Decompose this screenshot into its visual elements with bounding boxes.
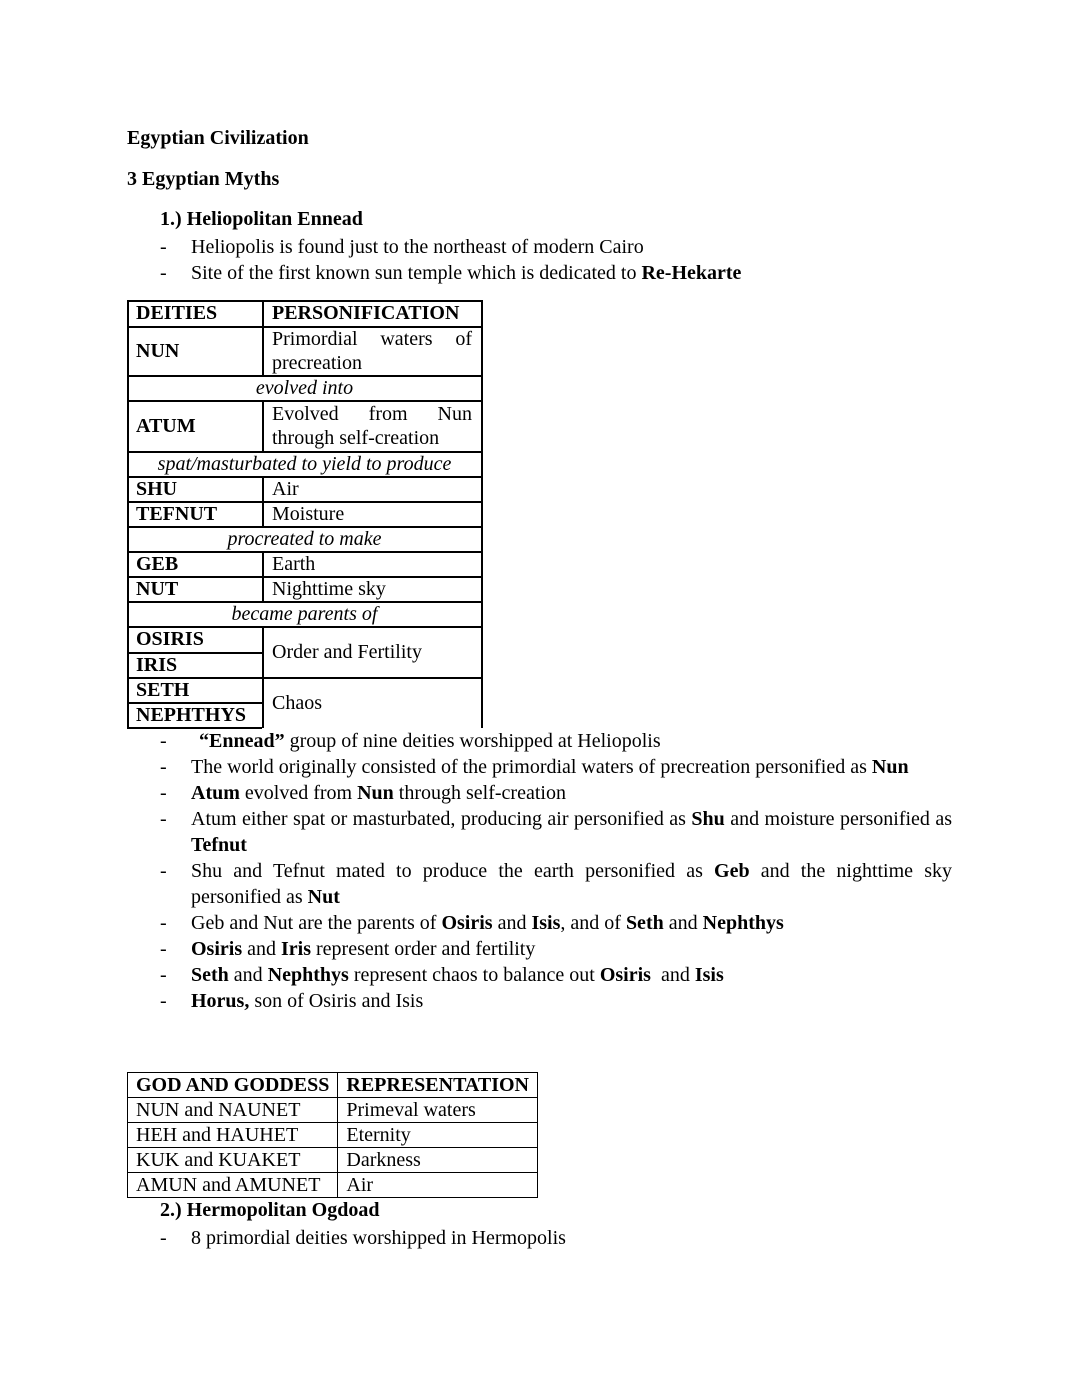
- list-item: - Heliopolis is found just to the northeast of modern Cairo: [160, 236, 644, 258]
- ennead-notes: [160, 728, 952, 1014]
- list-item: - Osiris and Iris represent order and fertility: [160, 938, 536, 960]
- deity-osiris: OSIRIS: [136, 628, 204, 650]
- list-item: - Shu and Tefnut mated to produce the earth personified as Geb and the nighttime sky personified as Nut: [160, 860, 952, 908]
- header-representation: REPRESENTATION: [338, 1073, 538, 1098]
- deity-geb: GEB: [136, 553, 179, 575]
- deity-iris: IRIS: [136, 654, 178, 676]
- tefnut-value: Moisture: [272, 503, 345, 525]
- table-header-row: [128, 1073, 538, 1098]
- header-god-goddess: GOD AND GODDESS: [128, 1073, 338, 1098]
- geb-value: Earth: [272, 553, 316, 575]
- table-row: KUK and KUAKET Darkness: [128, 1148, 538, 1173]
- list-item: - Horus, son of Osiris and Isis: [160, 990, 424, 1012]
- link-became-parents: became parents of: [231, 603, 378, 625]
- link-evolved-into: evolved into: [255, 377, 354, 399]
- section1-heading: 1.) Heliopolitan Ennead: [160, 208, 363, 230]
- deity-nephthys: NEPHTHYS: [136, 704, 247, 726]
- list-item: - Atum either spat or masturbated, producing air personified as Shu and moisture personified as Tefnut: [160, 808, 953, 856]
- ogdoad-table: [127, 1072, 538, 1198]
- deity-atum: ATUM: [136, 415, 196, 437]
- link-spat: spat/masturbated to yield to produce: [157, 453, 452, 475]
- header-deities: DEITIES: [136, 302, 218, 324]
- deity-nut: NUT: [136, 578, 179, 600]
- deity-seth: SETH: [136, 679, 190, 701]
- section2-heading: 2.) Hermopolitan Ogdoad: [160, 1199, 380, 1221]
- header-personification: PERSONIFICATION: [272, 302, 460, 324]
- link-procreated: procreated to make: [227, 528, 382, 550]
- intro-list: [160, 234, 960, 286]
- document-subtitle: 3 Egyptian Myths: [127, 168, 280, 190]
- nun-desc-line2: precreation: [272, 352, 362, 374]
- table-row: AMUN and AMUNET Air: [128, 1173, 538, 1198]
- list-item: - 8 primordial deities worshipped in Hermopolis: [160, 1227, 566, 1249]
- deity-tefnut: TEFNUT: [136, 503, 218, 525]
- deity-shu: SHU: [136, 478, 178, 500]
- list-item: - “Ennead” group of nine deities worshipped at Heliopolis: [160, 730, 661, 752]
- list-item: - Atum evolved from Nun through self-creation: [160, 782, 566, 804]
- shu-value: Air: [272, 478, 299, 500]
- list-item: - Seth and Nephthys represent chaos to balance out Osiris and Isis: [160, 964, 724, 986]
- list-item: - Geb and Nut are the parents of Osiris and Isis, and of Seth and Nephthys: [160, 912, 784, 934]
- chaos-value: Chaos: [272, 692, 322, 714]
- ogdoad-notes: [160, 1225, 960, 1251]
- nun-desc-line1: Primordial waters of: [272, 328, 472, 350]
- document-title: Egyptian Civilization: [127, 127, 309, 149]
- order-fertility-value: Order and Fertility: [272, 641, 422, 663]
- nut-value: Nighttime sky: [272, 578, 386, 600]
- atum-desc-line2: through self-creation: [272, 427, 440, 449]
- deity-nun: NUN: [136, 340, 180, 362]
- list-item: - The world originally consisted of the primordial waters of precreation personified as Nun: [160, 756, 909, 778]
- ennead-table: [127, 300, 482, 728]
- table-row: NUN and NAUNET Primeval waters: [128, 1098, 538, 1123]
- atum-desc-line1: Evolved from Nun: [272, 403, 472, 425]
- table-row: HEH and HAUHET Eternity: [128, 1123, 538, 1148]
- list-item: - Site of the first known sun temple which is dedicated to Re-Hekarte: [160, 262, 742, 284]
